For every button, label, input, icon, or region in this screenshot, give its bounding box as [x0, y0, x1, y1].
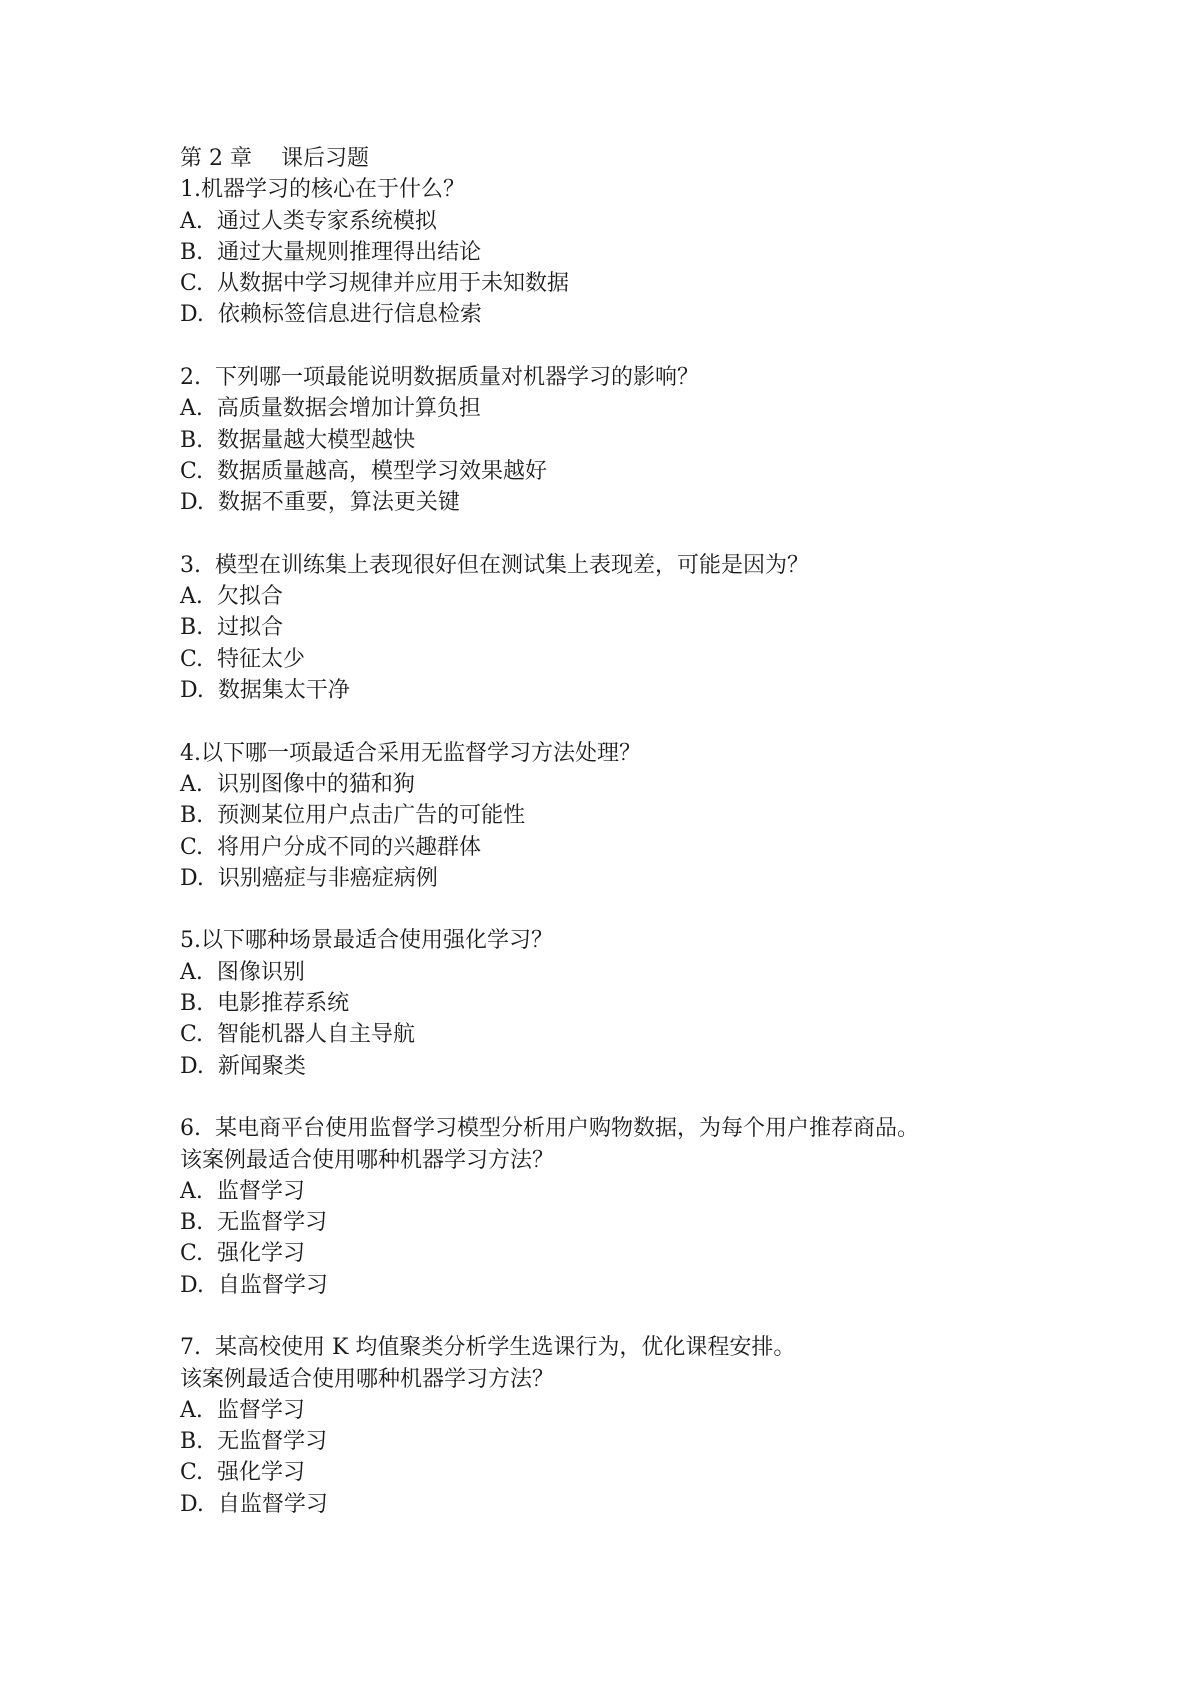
question-block	[180, 550, 1080, 706]
option-a: A. 通过人类专家系统模拟	[180, 208, 437, 234]
option-d: D. 自监督学习	[180, 1491, 328, 1517]
question-block	[180, 738, 1080, 894]
option-d: D. 数据集太干净	[180, 678, 350, 704]
option-c: C. 将用户分成不同的兴趣群体	[180, 834, 482, 860]
option-b: B. 无监督学习	[180, 1210, 328, 1236]
question-text: 4.以下哪一项最适合采用无监督学习方法处理？	[180, 740, 641, 766]
option-b: B. 预测某位用户点击广告的可能性	[180, 803, 526, 829]
option-b: B. 数据量越大模型越快	[180, 427, 416, 453]
option-c: C. 特征太少	[180, 646, 306, 672]
option-d: D. 自监督学习	[180, 1272, 328, 1298]
question-text: 3. 模型在训练集上表现很好但在测试集上表现差，可能是因为？	[180, 552, 809, 578]
question-text-continued: 该案例最适合使用哪种机器学习方法？	[180, 1366, 555, 1392]
option-c: C. 强化学习	[180, 1241, 306, 1267]
question-text: 1.机器学习的核心在于什么？	[180, 177, 465, 203]
option-c: C. 智能机器人自主导航	[180, 1022, 416, 1048]
spacer	[180, 894, 1080, 925]
option-b: B. 电影推荐系统	[180, 991, 350, 1017]
option-a: A. 监督学习	[180, 1397, 305, 1423]
spacer	[180, 519, 1080, 550]
option-b: B. 通过大量规则推理得出结论	[180, 239, 482, 265]
question-block	[180, 1113, 1080, 1301]
option-a: A. 识别图像中的猫和狗	[180, 771, 415, 797]
option-c: C. 从数据中学习规律并应用于未知数据	[180, 271, 570, 297]
question-text: 6. 某电商平台使用监督学习模型分析用户购物数据，为每个用户推荐商品。	[180, 1116, 919, 1142]
question-text: 5.以下哪种场景最适合使用强化学习？	[180, 928, 553, 954]
spacer	[180, 706, 1080, 737]
option-a: A. 图像识别	[180, 959, 305, 985]
option-d: D. 数据不重要，算法更关键	[180, 490, 460, 516]
option-b: B. 过拟合	[180, 615, 284, 641]
option-c: C. 强化学习	[180, 1460, 306, 1486]
question-block	[180, 925, 1080, 1081]
spacer	[180, 1082, 1080, 1113]
document-body	[180, 143, 1080, 1520]
question-text: 7. 某高校使用 K 均值聚类分析学生选课行为，优化课程安排。	[180, 1335, 796, 1361]
option-b: B. 无监督学习	[180, 1429, 328, 1455]
page-title: 第 2 章 课后习题	[180, 146, 369, 171]
option-d: D. 新闻聚类	[180, 1053, 306, 1079]
question-text: 2. 下列哪一项最能说明数据质量对机器学习的影响？	[180, 365, 699, 391]
option-a: A. 监督学习	[180, 1178, 305, 1204]
question-block	[180, 174, 1080, 330]
spacer	[180, 331, 1080, 362]
spacer	[180, 1301, 1080, 1332]
option-d: D. 依赖标签信息进行信息检索	[180, 302, 482, 328]
question-block	[180, 1332, 1080, 1520]
question-block	[180, 362, 1080, 518]
option-a: A. 欠拟合	[180, 584, 283, 610]
option-c: C. 数据质量越高，模型学习效果越好	[180, 458, 548, 484]
question-text-continued: 该案例最适合使用哪种机器学习方法？	[180, 1147, 555, 1173]
option-d: D. 识别癌症与非癌症病例	[180, 865, 438, 891]
option-a: A. 高质量数据会增加计算负担	[180, 396, 481, 422]
